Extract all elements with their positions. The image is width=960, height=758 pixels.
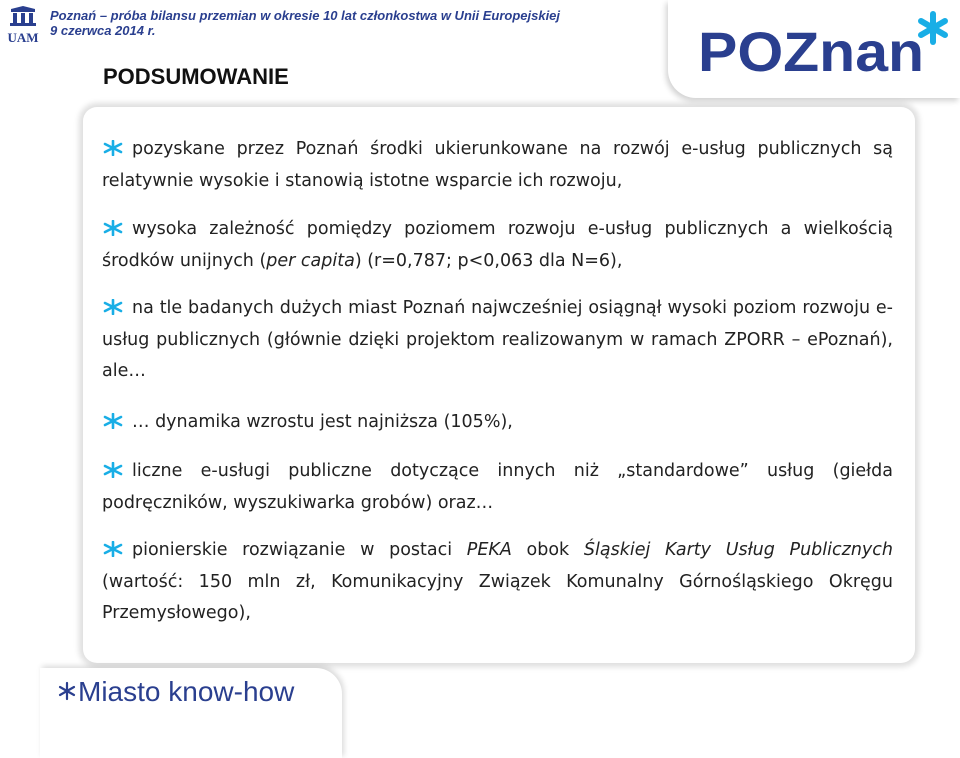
bullet-item-6: [102, 535, 893, 630]
presentation-header: [50, 8, 560, 38]
footer-tagline: Miasto know-how: [78, 676, 295, 707]
asterisk-icon: [57, 681, 77, 701]
asterisk-logo-icon: [921, 14, 945, 42]
summary-content-box: [83, 107, 915, 663]
bullet-item-5: [102, 456, 893, 519]
bullet-italic-text: per capita: [266, 250, 355, 271]
bullet-italic-text: Śląskiej Karty Usług Publicznych: [583, 540, 893, 560]
bullet-italic-text: PEKA: [466, 540, 512, 560]
uam-university-logo: [5, 6, 41, 46]
bullet-text: pionierskie rozwiązanie w postaci: [132, 540, 467, 560]
bullet-item-3: [102, 293, 893, 388]
presentation-title: Poznań – próba bilansu przemian w okresie 10 lat członkostwa w Unii Europejskiej: [50, 8, 561, 23]
bullet-text: wysoka zależność pomiędzy poziomem rozwoju e-usług publicznych a wielkością środków unijnych (: [102, 219, 893, 271]
section-title: PODSUMOWANIE: [103, 64, 289, 89]
presentation-date: 9 czerwca 2014 r.: [50, 23, 156, 38]
asterisk-bullet-icon: [102, 413, 124, 429]
bullet-text: obok: [511, 540, 584, 560]
asterisk-bullet-icon: [102, 140, 124, 156]
poznan-logo-text: POZnan: [698, 20, 924, 83]
poznan-brand-logo: [696, 6, 958, 86]
bullet-text: liczne e-usługi publiczne dotyczące innych niż „standardowe” usług (giełda podręczników, wyszukiwarka grobów) oraz…: [102, 461, 893, 513]
asterisk-bullet-icon: [102, 541, 124, 557]
asterisk-bullet-icon: [102, 220, 124, 236]
bullet-text: na tle badanych dużych miast Poznań najwcześniej osiągnął wysoki poziom rozwoju e-usług publicznych (głównie dzięki projektom realizowanym w ramach ZPORR – ePoznań), ale…: [102, 298, 893, 381]
bullet-item-2: [102, 214, 893, 277]
bullet-text: (wartość: 150 mln zł, Komunikacyjny Związek Komunalny Górnośląskiego Okręgu Przemysłowego),: [102, 571, 893, 623]
svg-text:UAM: UAM: [7, 30, 39, 45]
poznan-logo-panel: [668, 0, 960, 98]
bullet-item-4: [102, 407, 893, 439]
footer-tagline-tab: [40, 668, 342, 758]
asterisk-bullet-icon: [102, 299, 124, 315]
bullet-text: pozyskane przez Poznań środki ukierunkowane na rozwój e-usług publicznych są relatywnie wysokie i stanowią istotne wsparcie ich rozwoju,: [102, 139, 893, 191]
asterisk-bullet-icon: [102, 462, 124, 478]
bullet-text: … dynamika wzrostu jest najniższa (105%),: [132, 412, 513, 432]
bullet-text: ) (r=0,787; p<0,063 dla N=6),: [354, 250, 623, 271]
bullet-item-1: [102, 134, 893, 197]
